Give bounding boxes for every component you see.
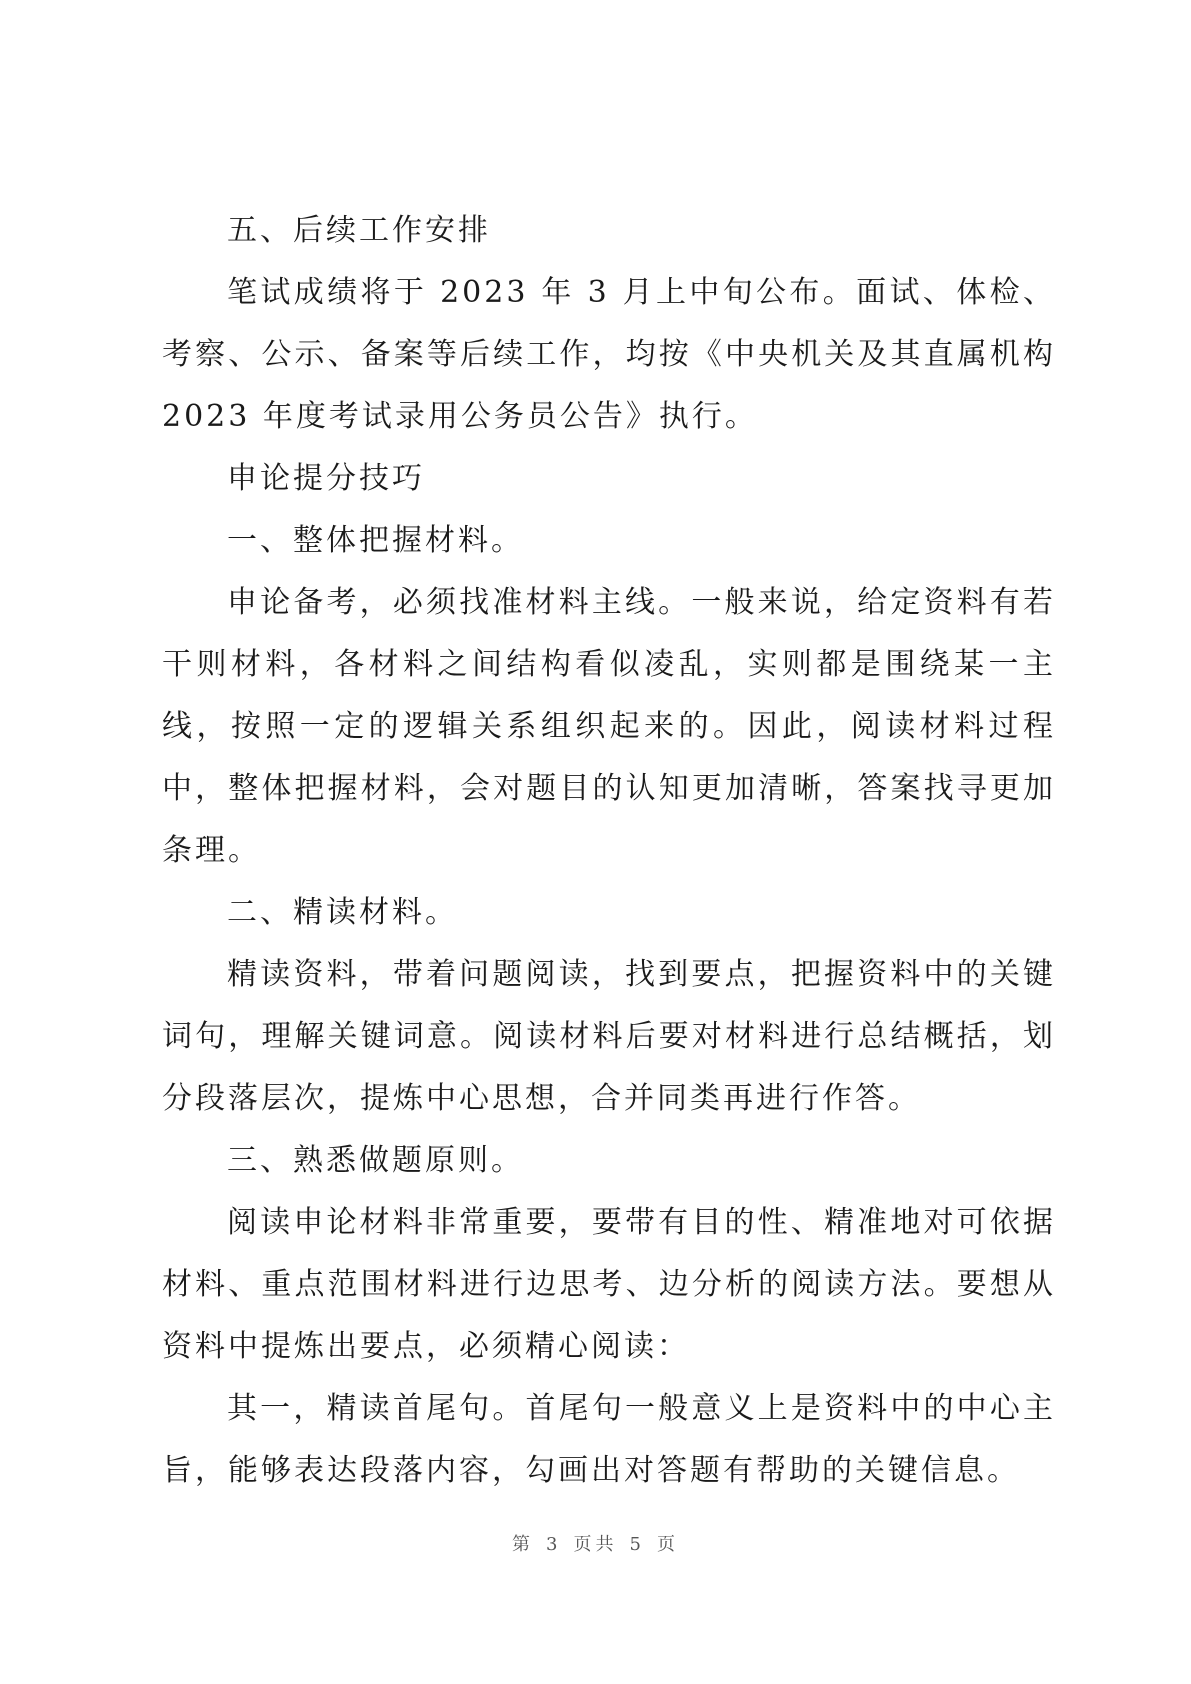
page-middle: 页共	[573, 1534, 618, 1555]
current-page-number: 3	[546, 1534, 562, 1555]
tip-heading-1: 一、整体把握材料。	[227, 523, 524, 558]
paragraph-exam-results: 笔试成绩将于 2023 年 3 月上中旬公布。面试、体检、考察、公示、备案等后续工作，均按《中央机关及其直属机构 2023 年度考试录用公务员公告》执行。	[162, 275, 1056, 434]
tip-heading-2: 二、精读材料。	[227, 895, 458, 930]
document-body	[162, 200, 1056, 1502]
page-footer	[0, 1530, 1191, 1556]
section-heading-tips: 申论提分技巧	[227, 461, 425, 496]
section-heading-follow-up: 五、后续工作安排	[227, 213, 491, 248]
paragraph-tip-2: 精读资料，带着问题阅读，找到要点，把握资料中的关键词句，理解关键词意。阅读材料后要对材料进行总结概括，划分段落层次，提炼中心思想，合并同类再进行作答。	[162, 957, 1056, 1116]
paragraph-tip-1: 申论备考，必须找准材料主线。一般来说，给定资料有若干则材料，各材料之间结构看似凌乱，实则都是围绕某一主线，按照一定的逻辑关系组织起来的。因此，阅读材料过程中，整体把握材料，会对题目的认知更加清晰，答案找寻更加条理。	[162, 585, 1056, 868]
paragraph-tip-3-point-1: 其一，精读首尾句。首尾句一般意义上是资料中的中心主旨，能够表达段落内容，勾画出对答题有帮助的关键信息。	[162, 1391, 1056, 1488]
page-prefix: 第	[512, 1534, 535, 1555]
page-suffix: 页	[656, 1534, 679, 1555]
paragraph-tip-3: 阅读申论材料非常重要，要带有目的性、精准地对可依据材料、重点范围材料进行边思考、边分析的阅读方法。要想从资料中提炼出要点，必须精心阅读：	[162, 1205, 1056, 1364]
total-pages-number: 5	[629, 1534, 645, 1555]
tip-heading-3: 三、熟悉做题原则。	[227, 1143, 524, 1178]
